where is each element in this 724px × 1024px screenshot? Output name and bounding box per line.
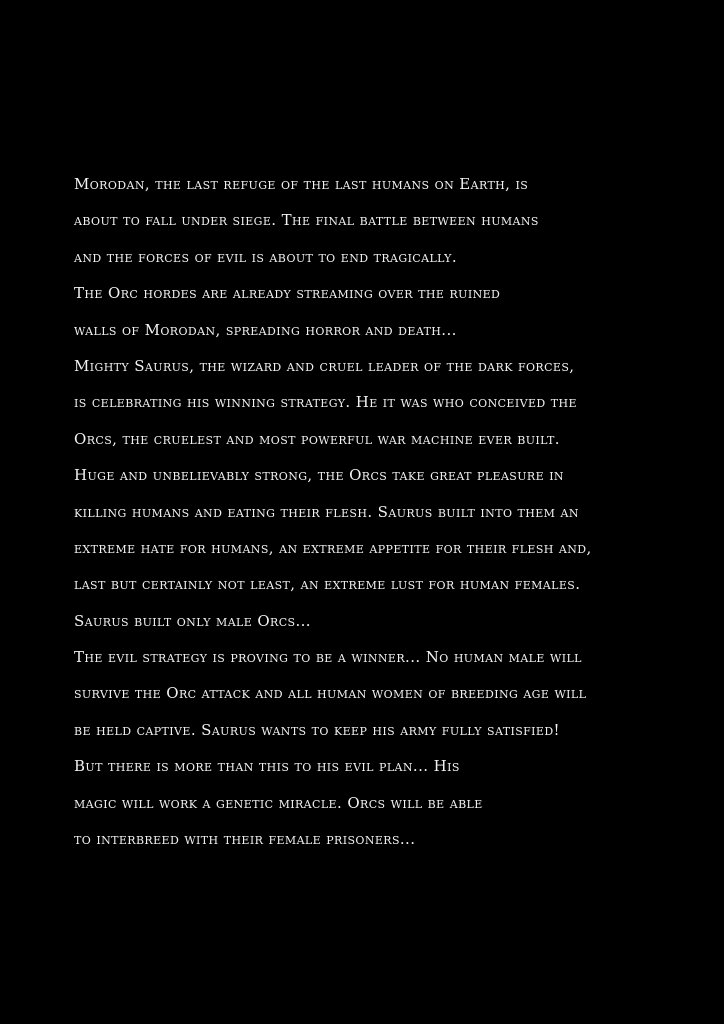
story-line: Morodan, the last refuge of the last humans on Earth, is (74, 175, 529, 193)
story-line: is celebrating his winning strategy. He it was who conceived the (74, 393, 577, 412)
story-line: to interbreed with their female prisoners... (74, 830, 416, 849)
story-line: last but certainly not least, an extreme lust for human females. (74, 575, 581, 594)
story-line: But there is more than this to his evil plan... His (74, 757, 460, 776)
story-line: Mighty Saurus, the wizard and cruel leader of the dark forces, (74, 356, 575, 375)
story-line: extreme hate for humans, an extreme appetite for their flesh and, (74, 538, 592, 557)
story-line: Saurus built only male Orcs... (74, 611, 311, 630)
story-line: Orcs, the cruelest and most powerful war machine ever built. (74, 429, 560, 448)
story-line: killing humans and eating their flesh. Saurus built into them an (74, 502, 579, 521)
story-text-block (74, 172, 694, 863)
story-line: about to fall under siege. The final battle between humans (74, 211, 539, 230)
story-line: and the forces of evil is about to end tragically. (74, 247, 458, 266)
story-line: walls of Morodan, spreading horror and death... (74, 320, 457, 339)
story-line: be held captive. Saurus wants to keep his army fully satisfied! (74, 720, 560, 739)
story-line: Huge and unbelievably strong, the Orcs take great pleasure in (74, 466, 564, 485)
story-line: The evil strategy is proving to be a winner... No human male will (74, 648, 582, 667)
story-line: magic will work a genetic miracle. Orcs will be able (74, 793, 483, 812)
story-line: survive the Orc attack and all human women of breeding age will (74, 684, 587, 703)
story-line: The Orc hordes are already streaming over the ruined (74, 284, 501, 303)
